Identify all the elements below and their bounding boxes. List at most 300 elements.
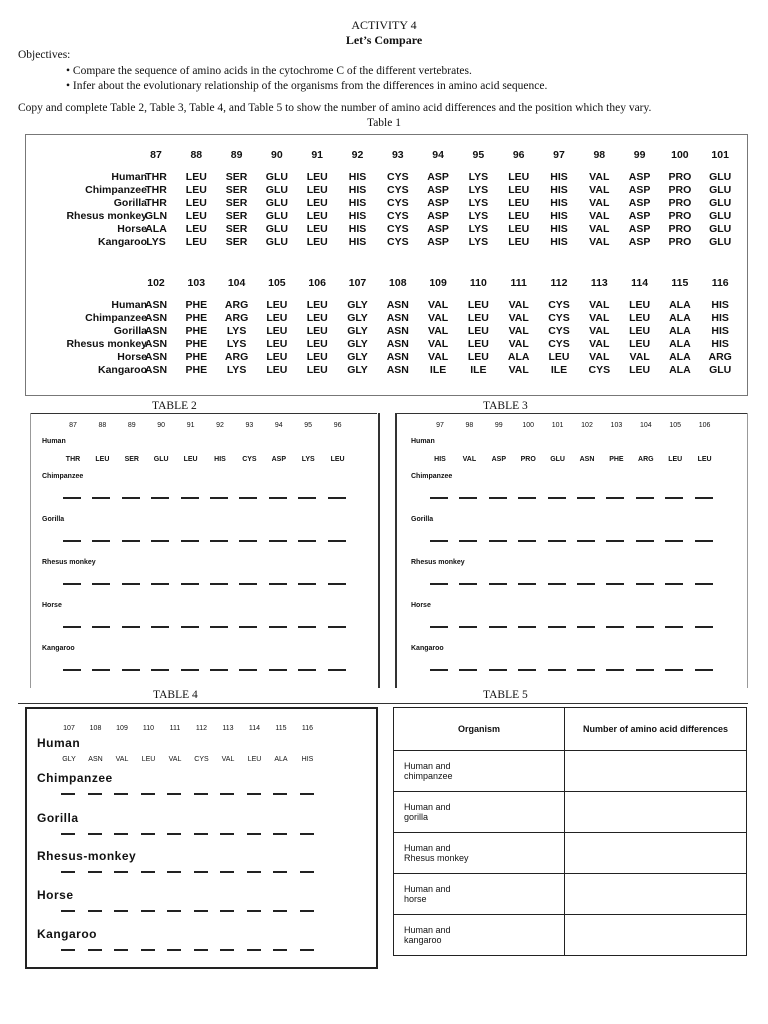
answer-blank xyxy=(122,540,140,542)
organism-label: Human xyxy=(411,438,435,445)
answer-blank xyxy=(181,540,199,542)
amino-acid-cell: HIS xyxy=(550,197,568,209)
amino-acid-cell: HIS xyxy=(550,210,568,222)
answer-blank xyxy=(518,497,536,499)
answer-blank xyxy=(489,626,507,628)
amino-acid-cell: LEU xyxy=(306,325,328,337)
amino-acid-cell: GLU xyxy=(265,236,288,248)
amino-acid-cell: CYS xyxy=(548,312,570,324)
position-number: 101 xyxy=(551,422,564,429)
amino-acid-cell: CYS xyxy=(387,197,409,209)
answer-blank xyxy=(298,583,316,585)
answer-blank xyxy=(92,583,110,585)
table5-organism-cell: Human and kangaroo xyxy=(394,915,565,956)
amino-acid-cell: HIS xyxy=(550,236,568,248)
position-number: 99 xyxy=(494,422,503,429)
amino-acid-cell: HIS xyxy=(348,236,367,248)
amino-acid-cell: ASN xyxy=(144,299,168,311)
table5-answer-cell[interactable] xyxy=(565,833,747,874)
amino-acid-cell: VAL xyxy=(589,299,610,311)
position-number: 109 xyxy=(116,725,128,732)
amino-acid-cell: CYS xyxy=(548,338,570,350)
answer-blank xyxy=(548,540,566,542)
position-number: 91 xyxy=(186,422,195,429)
answer-blank xyxy=(141,910,155,912)
amino-acid-cell: GLU xyxy=(265,171,288,183)
answer-blank xyxy=(695,583,713,585)
answer-blank xyxy=(695,626,713,628)
position-number: 89 xyxy=(230,149,243,161)
table5-organism-cell: Human and chimpanzee xyxy=(394,751,565,792)
amino-acid-cell: LEU xyxy=(548,351,570,363)
organism-label: Gorilla xyxy=(113,197,147,209)
answer-blank xyxy=(328,540,346,542)
answer-blank xyxy=(548,626,566,628)
amino-acid-cell: LEU xyxy=(247,756,262,763)
amino-acid-cell: ARG xyxy=(638,456,654,463)
amino-acid-cell: LEU xyxy=(306,171,328,183)
table5-answer-cell[interactable] xyxy=(565,792,747,833)
amino-acid-cell: LEU xyxy=(629,338,651,350)
organism-label: Kangaroo xyxy=(37,927,98,941)
answer-blank xyxy=(151,669,169,671)
amino-acid-cell: VAL xyxy=(589,351,610,363)
position-number: 104 xyxy=(639,422,652,429)
amino-acid-cell: PHE xyxy=(185,299,208,311)
position-number: 92 xyxy=(216,422,224,429)
answer-blank xyxy=(489,583,507,585)
table-row xyxy=(394,833,747,874)
answer-blank xyxy=(269,540,287,542)
position-number: 113 xyxy=(590,277,608,289)
answer-blank xyxy=(269,497,287,499)
amino-acid-cell: HIS xyxy=(434,456,446,463)
amino-acid-cell: VAL xyxy=(508,312,529,324)
answer-blank xyxy=(273,793,287,795)
answer-blank xyxy=(114,910,128,912)
answer-blank xyxy=(114,949,128,951)
amino-acid-cell: PHE xyxy=(185,351,208,363)
answer-blank xyxy=(606,626,624,628)
amino-acid-cell: LYS xyxy=(146,236,166,248)
amino-acid-cell: ASN xyxy=(386,299,409,311)
answer-blank xyxy=(518,540,536,542)
amino-acid-cell: PRO xyxy=(668,171,692,183)
organism-label: Rhesus monkey xyxy=(42,559,96,566)
answer-blank xyxy=(220,910,234,912)
amino-acid-cell: ASN xyxy=(144,364,168,376)
table4-caption: TABLE 4 xyxy=(153,689,198,701)
amino-acid-cell: LEU xyxy=(467,299,489,311)
amino-acid-cell: VAL xyxy=(427,312,449,324)
amino-acid-cell: CYS xyxy=(588,364,611,376)
answer-blank xyxy=(88,910,102,912)
answer-blank xyxy=(194,949,208,951)
answer-blank xyxy=(151,583,169,585)
amino-acid-cell: ARG xyxy=(708,351,732,363)
amino-acid-cell: PHE xyxy=(609,456,624,463)
position-number: 107 xyxy=(348,277,367,289)
amino-acid-cell: LYS xyxy=(468,184,489,196)
answer-blank xyxy=(636,497,654,499)
amino-acid-cell: LEU xyxy=(306,299,328,311)
answer-blank xyxy=(63,540,81,542)
position-number: 95 xyxy=(304,422,313,429)
amino-acid-cell: ASP xyxy=(491,456,506,463)
amino-acid-cell: HIS xyxy=(348,184,367,196)
amino-acid-cell: ASN xyxy=(386,325,409,337)
answer-blank xyxy=(239,583,257,585)
answer-blank xyxy=(210,540,228,542)
answer-blank xyxy=(430,669,448,671)
position-number: 94 xyxy=(432,149,444,161)
table5-answer-cell[interactable] xyxy=(565,751,747,792)
amino-acid-cell: SER xyxy=(225,171,248,183)
answer-blank xyxy=(695,540,713,542)
table3-top-border xyxy=(396,413,748,414)
organism-label: Chimpanzee xyxy=(85,184,147,196)
amino-acid-cell: LEU xyxy=(467,325,489,337)
amino-acid-cell: GLY xyxy=(347,338,368,350)
answer-blank xyxy=(247,833,261,835)
amino-acid-cell: GLU xyxy=(709,364,732,376)
answer-blank xyxy=(577,626,595,628)
position-number: 110 xyxy=(469,277,487,289)
amino-acid-cell: ALA xyxy=(145,223,167,235)
amino-acid-cell: ILE xyxy=(429,364,447,376)
amino-acid-cell: GLU xyxy=(709,171,732,183)
amino-acid-cell: LYS xyxy=(468,210,489,222)
answer-blank xyxy=(181,626,199,628)
answer-blank xyxy=(194,871,208,873)
amino-acid-cell: HIS xyxy=(348,223,367,235)
position-number: 112 xyxy=(550,277,568,289)
answer-blank xyxy=(61,793,75,795)
position-number: 107 xyxy=(63,725,75,732)
answer-blank xyxy=(247,910,261,912)
answer-blank xyxy=(92,497,110,499)
amino-acid-cell: GLU xyxy=(709,210,732,222)
answer-blank xyxy=(122,497,140,499)
answer-blank xyxy=(63,497,81,499)
amino-acid-cell: VAL xyxy=(589,236,610,248)
amino-acid-cell: LEU xyxy=(629,312,651,324)
amino-acid-cell: HIS xyxy=(348,171,367,183)
answer-blank xyxy=(122,669,140,671)
answer-blank xyxy=(298,540,316,542)
table-row xyxy=(394,915,747,956)
organism-label: Kangaroo xyxy=(42,645,75,652)
answer-blank xyxy=(181,669,199,671)
organism-label: Human xyxy=(42,438,66,445)
amino-acid-cell: VAL xyxy=(115,756,129,763)
table1-caption: Table 1 xyxy=(366,117,401,129)
organism-label: Horse xyxy=(37,888,74,902)
amino-acid-cell: SER xyxy=(225,223,248,235)
position-number: 112 xyxy=(195,725,208,732)
answer-blank xyxy=(300,910,314,912)
answer-blank xyxy=(92,669,110,671)
position-number: 90 xyxy=(271,149,283,161)
answer-blank xyxy=(459,583,477,585)
amino-acid-cell: GLU xyxy=(709,236,732,248)
amino-acid-cell: PRO xyxy=(520,456,536,463)
answer-blank xyxy=(239,497,257,499)
amino-acid-cell: LYS xyxy=(468,171,489,183)
answer-blank xyxy=(88,833,102,835)
answer-blank xyxy=(151,540,169,542)
amino-acid-cell: THR xyxy=(65,456,81,463)
amino-acid-cell: CYS xyxy=(387,223,409,235)
amino-acid-cell: PHE xyxy=(185,338,208,350)
organism-label: Rhesus monkey xyxy=(66,210,147,222)
answer-blank xyxy=(665,497,683,499)
position-number: 98 xyxy=(465,422,474,429)
answer-blank xyxy=(606,669,624,671)
table2-caption: TABLE 2 xyxy=(152,400,197,412)
position-number: 88 xyxy=(98,422,107,429)
amino-acid-cell: LYS xyxy=(468,223,489,235)
answer-blank xyxy=(328,626,346,628)
amino-acid-cell: LEU xyxy=(508,184,530,196)
answer-blank xyxy=(548,497,566,499)
amino-acid-cell: VAL xyxy=(508,299,529,311)
instruction-text: Copy and complete Table 2, Table 3, Table 4, and Table 5 to show the number of amino acid differences and the position which they vary. xyxy=(18,102,652,114)
position-number: 104 xyxy=(227,277,246,289)
amino-acid-cell: LEU xyxy=(629,364,651,376)
position-number: 96 xyxy=(512,149,525,161)
organism-label: Horse xyxy=(117,351,147,363)
amino-acid-cell: LEU xyxy=(629,325,651,337)
position-number: 100 xyxy=(522,422,535,429)
answer-blank xyxy=(577,540,595,542)
answer-blank xyxy=(548,669,566,671)
amino-acid-cell: HIS xyxy=(550,184,568,196)
position-number: 115 xyxy=(671,277,689,289)
amino-acid-cell: LEU xyxy=(185,236,207,248)
amino-acid-cell: GLU xyxy=(153,456,169,463)
position-number: 88 xyxy=(190,149,203,161)
organism-label: Rhesus monkey xyxy=(66,338,147,350)
amino-acid-cell: VAL xyxy=(589,312,610,324)
amino-acid-cell: CYS xyxy=(387,210,409,222)
amino-acid-cell: VAL xyxy=(427,299,449,311)
position-number: 102 xyxy=(581,422,593,429)
amino-acid-cell: ASP xyxy=(427,171,449,183)
amino-acid-cell: ILE xyxy=(550,364,568,376)
position-number: 95 xyxy=(472,149,485,161)
amino-acid-cell: PRO xyxy=(668,184,692,196)
amino-acid-cell: PRO xyxy=(668,223,692,235)
amino-acid-cell: THR xyxy=(145,184,167,196)
position-number: 111 xyxy=(169,725,181,732)
amino-acid-cell: LEU xyxy=(306,236,328,248)
amino-acid-cell: PRO xyxy=(668,197,692,209)
amino-acid-cell: ALA xyxy=(274,756,288,763)
answer-blank xyxy=(665,583,683,585)
answer-blank xyxy=(269,626,287,628)
table-row xyxy=(394,792,747,833)
amino-acid-cell: VAL xyxy=(589,171,610,183)
page-title: Let’s Compare xyxy=(345,33,423,47)
position-number: 100 xyxy=(671,149,689,161)
amino-acid-cell: LEU xyxy=(508,223,530,235)
answer-blank xyxy=(695,669,713,671)
answer-blank xyxy=(220,949,234,951)
organism-label: Gorilla xyxy=(37,811,79,825)
amino-acid-cell: LEU xyxy=(141,756,156,763)
table5-answer-cell[interactable] xyxy=(565,874,747,915)
amino-acid-cell: ASP xyxy=(628,236,651,248)
table5-organism-cell: Human and gorilla xyxy=(394,792,565,833)
position-number: 96 xyxy=(333,422,342,429)
amino-acid-cell: GLY xyxy=(347,299,368,311)
table-row xyxy=(394,751,747,792)
answer-blank xyxy=(151,626,169,628)
answer-blank xyxy=(167,949,181,951)
answer-blank xyxy=(489,497,507,499)
answer-blank xyxy=(300,833,314,835)
amino-acid-cell: GLU xyxy=(265,184,288,196)
organism-label: Chimpanzee xyxy=(37,771,113,785)
amino-acid-cell: ILE xyxy=(470,364,487,376)
answer-blank xyxy=(88,949,102,951)
table2-top-border xyxy=(30,413,377,414)
position-number: 106 xyxy=(308,277,326,289)
amino-acid-cell: ASN xyxy=(144,325,168,337)
amino-acid-cell: HIS xyxy=(711,325,729,337)
answer-blank xyxy=(63,583,81,585)
answer-blank xyxy=(92,540,110,542)
answer-blank xyxy=(194,833,208,835)
amino-acid-cell: GLU xyxy=(265,223,288,235)
objectives-list xyxy=(66,64,547,94)
organism-label: Kangaroo xyxy=(97,364,147,376)
amino-acid-cell: GLY xyxy=(62,756,76,763)
amino-acid-cell: GLY xyxy=(347,325,368,337)
amino-acid-cell: LEU xyxy=(330,456,345,463)
amino-acid-cell: CYS xyxy=(387,171,409,183)
amino-acid-cell: LEU xyxy=(185,223,207,235)
answer-blank xyxy=(167,793,181,795)
organism-label: Rhesus monkey xyxy=(411,559,465,566)
amino-acid-cell: LEU xyxy=(306,210,328,222)
amino-acid-cell: HIS xyxy=(214,456,226,463)
amino-acid-cell: THR xyxy=(145,197,167,209)
amino-acid-cell: ASP xyxy=(628,184,651,196)
amino-acid-cell: GLU xyxy=(550,456,565,463)
answer-blank xyxy=(459,497,477,499)
amino-acid-cell: PHE xyxy=(185,364,208,376)
answer-blank xyxy=(489,540,507,542)
amino-acid-cell: ARG xyxy=(224,299,249,311)
amino-acid-cell: LEU xyxy=(508,197,530,209)
position-number: 106 xyxy=(698,422,711,429)
amino-acid-cell: ALA xyxy=(507,351,530,363)
answer-blank xyxy=(273,833,287,835)
amino-acid-cell: LEU xyxy=(697,456,712,463)
answer-blank xyxy=(194,910,208,912)
amino-acid-cell: PRO xyxy=(668,210,692,222)
organism-label: Human xyxy=(37,736,81,750)
answer-blank xyxy=(665,540,683,542)
amino-acid-cell: HIS xyxy=(711,299,729,311)
table5-answer-cell[interactable] xyxy=(565,915,747,956)
answer-blank xyxy=(489,669,507,671)
position-number: 103 xyxy=(610,422,623,429)
organism-label: Horse xyxy=(411,602,431,609)
amino-acid-cell: ASP xyxy=(628,171,651,183)
answer-blank xyxy=(273,910,287,912)
amino-acid-cell: ALA xyxy=(669,338,691,350)
amino-acid-cell: ALA xyxy=(669,325,691,337)
amino-acid-cell: VAL xyxy=(508,325,529,337)
amino-acid-cell: ARG xyxy=(224,312,249,324)
answer-blank xyxy=(665,626,683,628)
amino-acid-cell: LEU xyxy=(306,312,328,324)
amino-acid-cell: CYS xyxy=(387,184,409,196)
answer-blank xyxy=(577,669,595,671)
position-number: 89 xyxy=(127,422,136,429)
answer-blank xyxy=(273,871,287,873)
answer-blank xyxy=(247,949,261,951)
objective-item: • Compare the sequence of amino acids in the cytochrome C of the different vertebrates. xyxy=(66,64,547,79)
amino-acid-cell: LYS xyxy=(301,456,315,463)
amino-acid-cell: PRO xyxy=(668,236,692,248)
answer-blank xyxy=(518,669,536,671)
amino-acid-cell: ALA xyxy=(669,312,691,324)
amino-acid-cell: LYS xyxy=(226,325,247,337)
table5-caption: TABLE 5 xyxy=(483,689,528,701)
amino-acid-cell: PHE xyxy=(185,325,208,337)
organism-label: Chimpanzee xyxy=(411,473,453,480)
table3-caption: TABLE 3 xyxy=(483,400,528,412)
answer-blank xyxy=(114,793,128,795)
organism-label: Gorilla xyxy=(42,516,65,523)
answer-blank xyxy=(636,583,654,585)
amino-acid-cell: HIS xyxy=(301,756,314,763)
amino-acid-cell: VAL xyxy=(589,197,610,209)
amino-acid-cell: LEU xyxy=(467,338,489,350)
answer-blank xyxy=(122,626,140,628)
position-number: 111 xyxy=(510,277,527,289)
position-number: 98 xyxy=(593,149,606,161)
position-number: 105 xyxy=(669,422,682,429)
amino-acid-cell: GLN xyxy=(144,210,168,222)
table5-organism-cell: Human and Rhesus monkey xyxy=(394,833,565,874)
amino-acid-cell: ALA xyxy=(669,351,691,363)
amino-acid-cell: VAL xyxy=(427,325,449,337)
answer-blank xyxy=(167,833,181,835)
amino-acid-cell: VAL xyxy=(629,351,650,363)
amino-acid-cell: ASN xyxy=(579,456,595,463)
amino-acid-cell: LEU xyxy=(467,312,489,324)
position-number: 87 xyxy=(150,149,162,161)
answer-blank xyxy=(220,871,234,873)
amino-acid-cell: CYS xyxy=(548,325,570,337)
answer-blank xyxy=(273,949,287,951)
table5-header-organism: Organism xyxy=(394,708,565,751)
amino-acid-cell: LEU xyxy=(306,364,328,376)
amino-acid-cell: VAL xyxy=(589,223,610,235)
answer-blank xyxy=(300,871,314,873)
position-number: 116 xyxy=(711,277,729,289)
amino-acid-cell: ASN xyxy=(386,338,409,350)
answer-blank xyxy=(606,583,624,585)
answer-blank xyxy=(114,833,128,835)
amino-acid-cell: HIS xyxy=(348,197,367,209)
position-number: 91 xyxy=(311,149,324,161)
